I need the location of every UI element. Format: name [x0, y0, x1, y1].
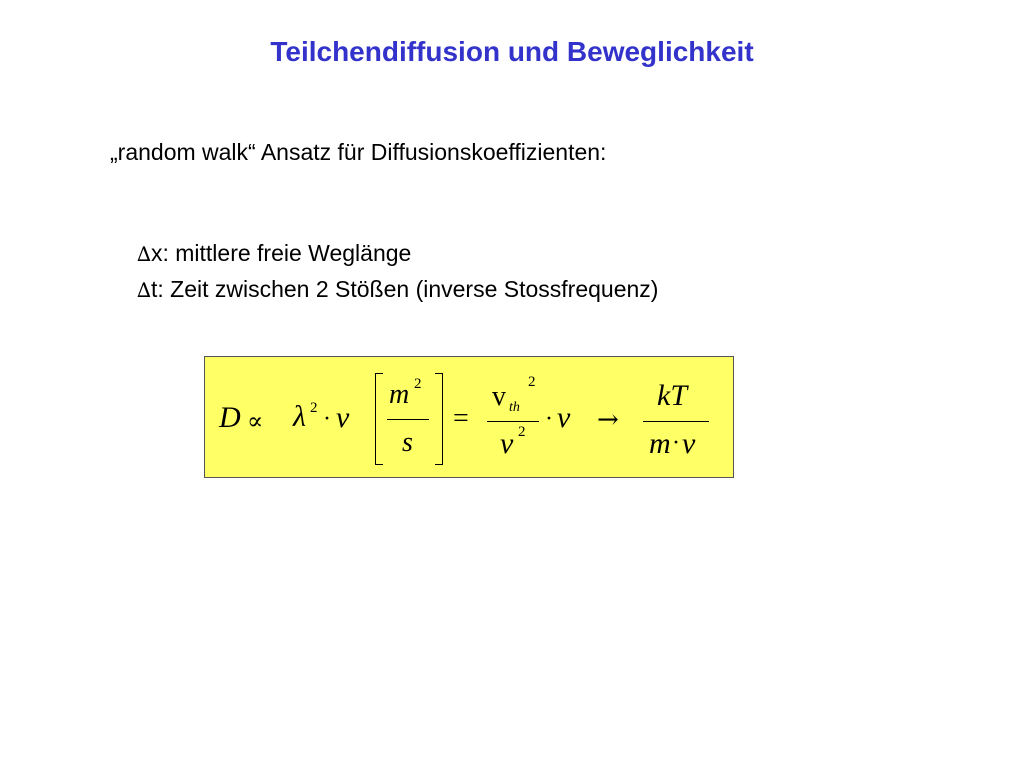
- result-denominator-m: m: [649, 427, 671, 460]
- unit-denominator: s: [402, 427, 413, 458]
- result-denominator-nu: ν: [682, 427, 696, 460]
- velocity-symbol: v: [492, 381, 506, 412]
- definition-text: x: mittlere freie Weglänge: [150, 240, 412, 266]
- unit-numerator: m: [389, 379, 410, 410]
- right-bracket: [435, 373, 443, 465]
- intro-text: „random walk“ Ansatz für Diffusionskoeffizienten:: [110, 139, 607, 165]
- slide-title: Teilchendiffusion und Beweglichkeit: [270, 36, 754, 67]
- denominator-nu: ν: [500, 427, 514, 460]
- definition-text: t: Zeit zwischen 2 Stößen (inverse Stossfrequenz): [150, 276, 659, 302]
- proportional-symbol: ∝: [247, 407, 264, 435]
- unit-numerator-exponent: 2: [414, 376, 422, 392]
- multiply-dot: ·: [672, 430, 680, 456]
- multiply-dot: ·: [545, 406, 553, 432]
- equals-sign: =: [453, 403, 469, 434]
- formula-lhs: D: [219, 401, 241, 434]
- lambda-exponent: 2: [310, 400, 318, 416]
- result-fraction-line: [643, 421, 709, 422]
- unit-fraction-line: [387, 419, 429, 420]
- denominator-nu-exponent: 2: [518, 424, 526, 440]
- nu-symbol: ν: [336, 401, 350, 434]
- nu-symbol: ν: [557, 401, 571, 434]
- formula-box: [204, 356, 734, 478]
- multiply-dot: ·: [323, 406, 331, 432]
- velocity-exponent: 2: [528, 374, 536, 390]
- delta-symbol: ∆: [137, 278, 151, 302]
- definition-delta-t: [137, 276, 658, 303]
- definition-delta-x: [137, 240, 411, 267]
- arrow-symbol: →: [597, 405, 619, 435]
- delta-symbol: ∆: [137, 242, 151, 266]
- velocity-fraction-line: [487, 421, 539, 422]
- result-numerator: kT: [657, 379, 687, 412]
- left-bracket: [375, 373, 383, 465]
- velocity-subscript: th: [509, 400, 520, 415]
- lambda-symbol: λ: [293, 400, 306, 433]
